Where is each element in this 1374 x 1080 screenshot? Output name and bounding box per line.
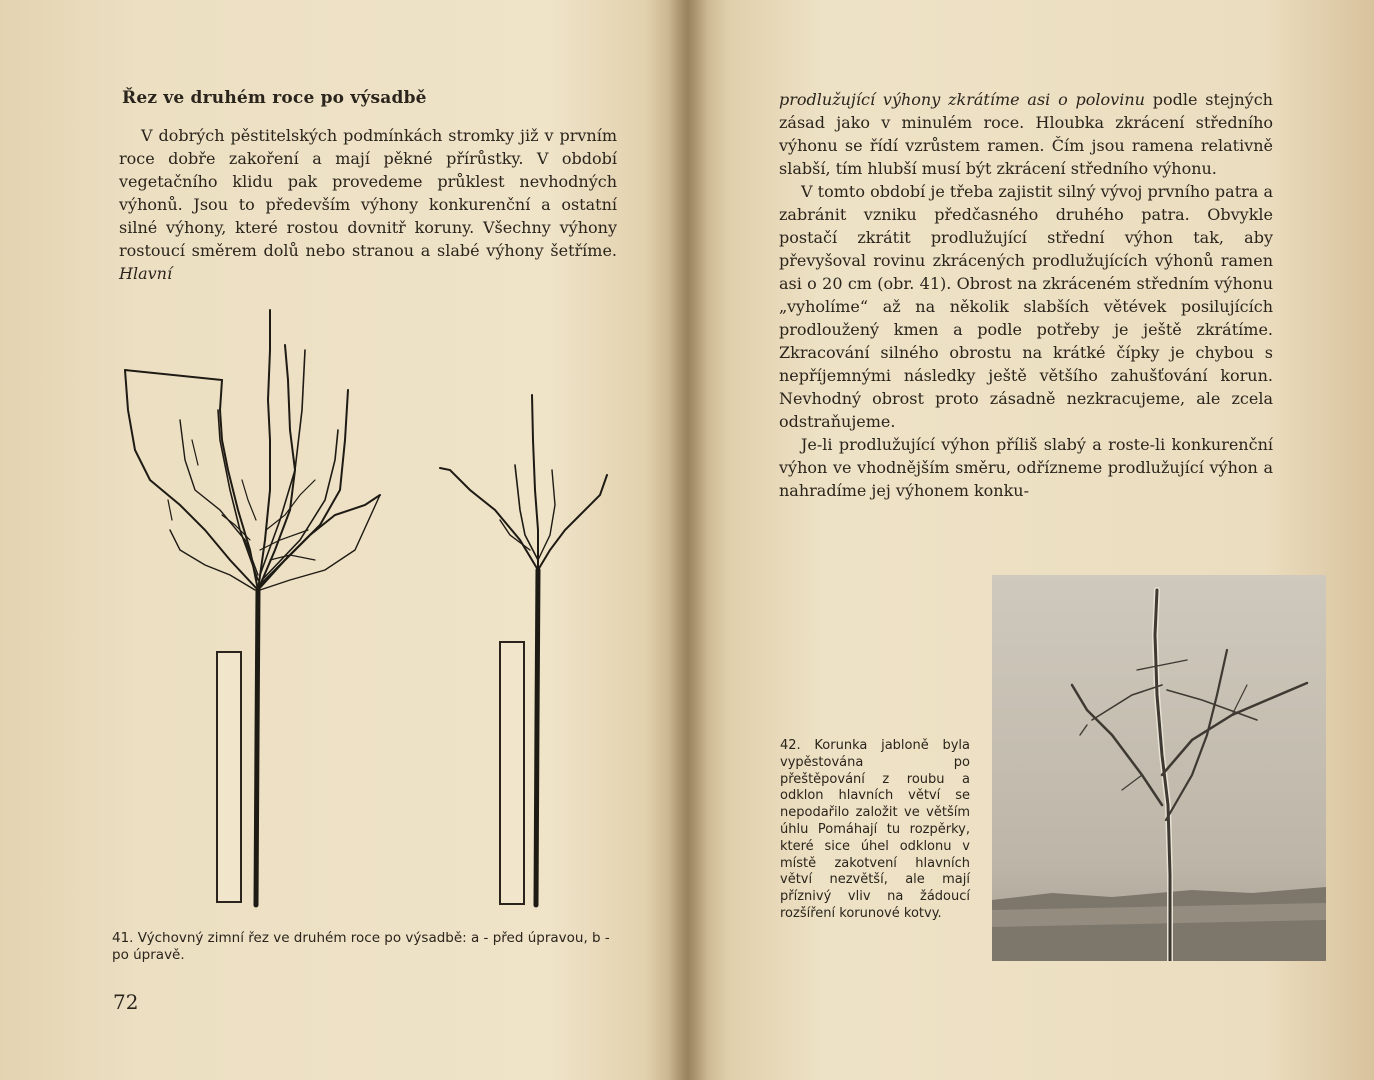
left-paragraph bbox=[119, 124, 617, 285]
left-page bbox=[0, 0, 686, 1080]
figure-42-caption: 42. Korunka jabloně byla vypěstována po přeštěpování z roubu a odklon hlavních větví se nepodařilo založit ve větším úhlu Pomáhají tu rozpěrky, které sice úhel odklonu v místě zakotvení hlavních větví nezvětší, ale mají příznivý vliv na žádoucí rozšíření korunové kotvy. bbox=[780, 738, 970, 921]
figure-42-photo-image bbox=[992, 575, 1326, 961]
trunk-b bbox=[536, 570, 538, 905]
left-paragraph-italic: Hlavní bbox=[119, 264, 173, 283]
right-paragraph-2: V tomto období je třeba zajistit silný vývoj prvního patra a zabránit vzniku předčasného druhého patra. Obvykle postačí zkrátit prodlužující střední výhon tak, aby převyšoval rovinu zkrácených prodlužujících výhonů ramen asi o 20 cm (obr. 41). Obrost na zkráceném středním výhonu „vyholíme“ až na několik slabších větévek posilujících prodloužený kmen a podle potřeby je ještě zkrátíme. Zkracování silného obrostu na krátké čípky je chybou s nepříjemnými následky ještě většího zahušťování korun. Nevhodný obrost proto zásadně nezkracujeme, ale zcela odstraňujeme. bbox=[779, 182, 1273, 431]
figure-41-trees bbox=[110, 290, 630, 915]
figure-42-photo bbox=[992, 575, 1326, 961]
left-paragraph-text: V dobrých pěstitelských podmínkách stromky již v prvním roce dobře zakoření a mají pěkné přírůstky. V období vegetačního klidu pak provedeme průklest nevhodných výhonů. Jsou to především výhony konkurenční a ostatní silné výhony, které rostou dovnitř koruny. Všechny výhony rostoucí směrem dolů nebo stranou a slabé výhony šetříme. bbox=[119, 126, 617, 260]
figure-41-drawing bbox=[110, 290, 630, 915]
trunk-a bbox=[256, 590, 258, 905]
figure-41-caption: 41. Výchovný zimní řez ve druhém roce po výsadbě: a - před úpravou, b - po úpravě. bbox=[112, 930, 610, 963]
left-body-text bbox=[119, 124, 617, 285]
stake-b bbox=[500, 642, 524, 904]
stake-a bbox=[217, 652, 241, 902]
right-paragraph-1 bbox=[779, 88, 1273, 180]
right-paragraph-1-italic: prodlužující výhony zkrátíme asi o polovinu bbox=[779, 90, 1145, 109]
section-heading: Řez ve druhém roce po výsadbě bbox=[122, 88, 427, 108]
page-number: 72 bbox=[113, 990, 139, 1014]
right-paragraph-1-text: podle stejných zásad jako v minulém roce. Hloubka zkrácení středního výhonu se řídí vzrůstem ramen. Čím jsou ramena relativně slabší, tím hlubší musí být zkrácení středního výhonu. bbox=[779, 90, 1273, 178]
right-paragraph-3: Je-li prodlužující výhon příliš slabý a roste-li konkurenční výhon ve vhodnějším směru, odřízneme prodlužující výhon a nahradíme jej výhonem konku- bbox=[779, 435, 1273, 500]
right-body-text bbox=[779, 88, 1273, 502]
